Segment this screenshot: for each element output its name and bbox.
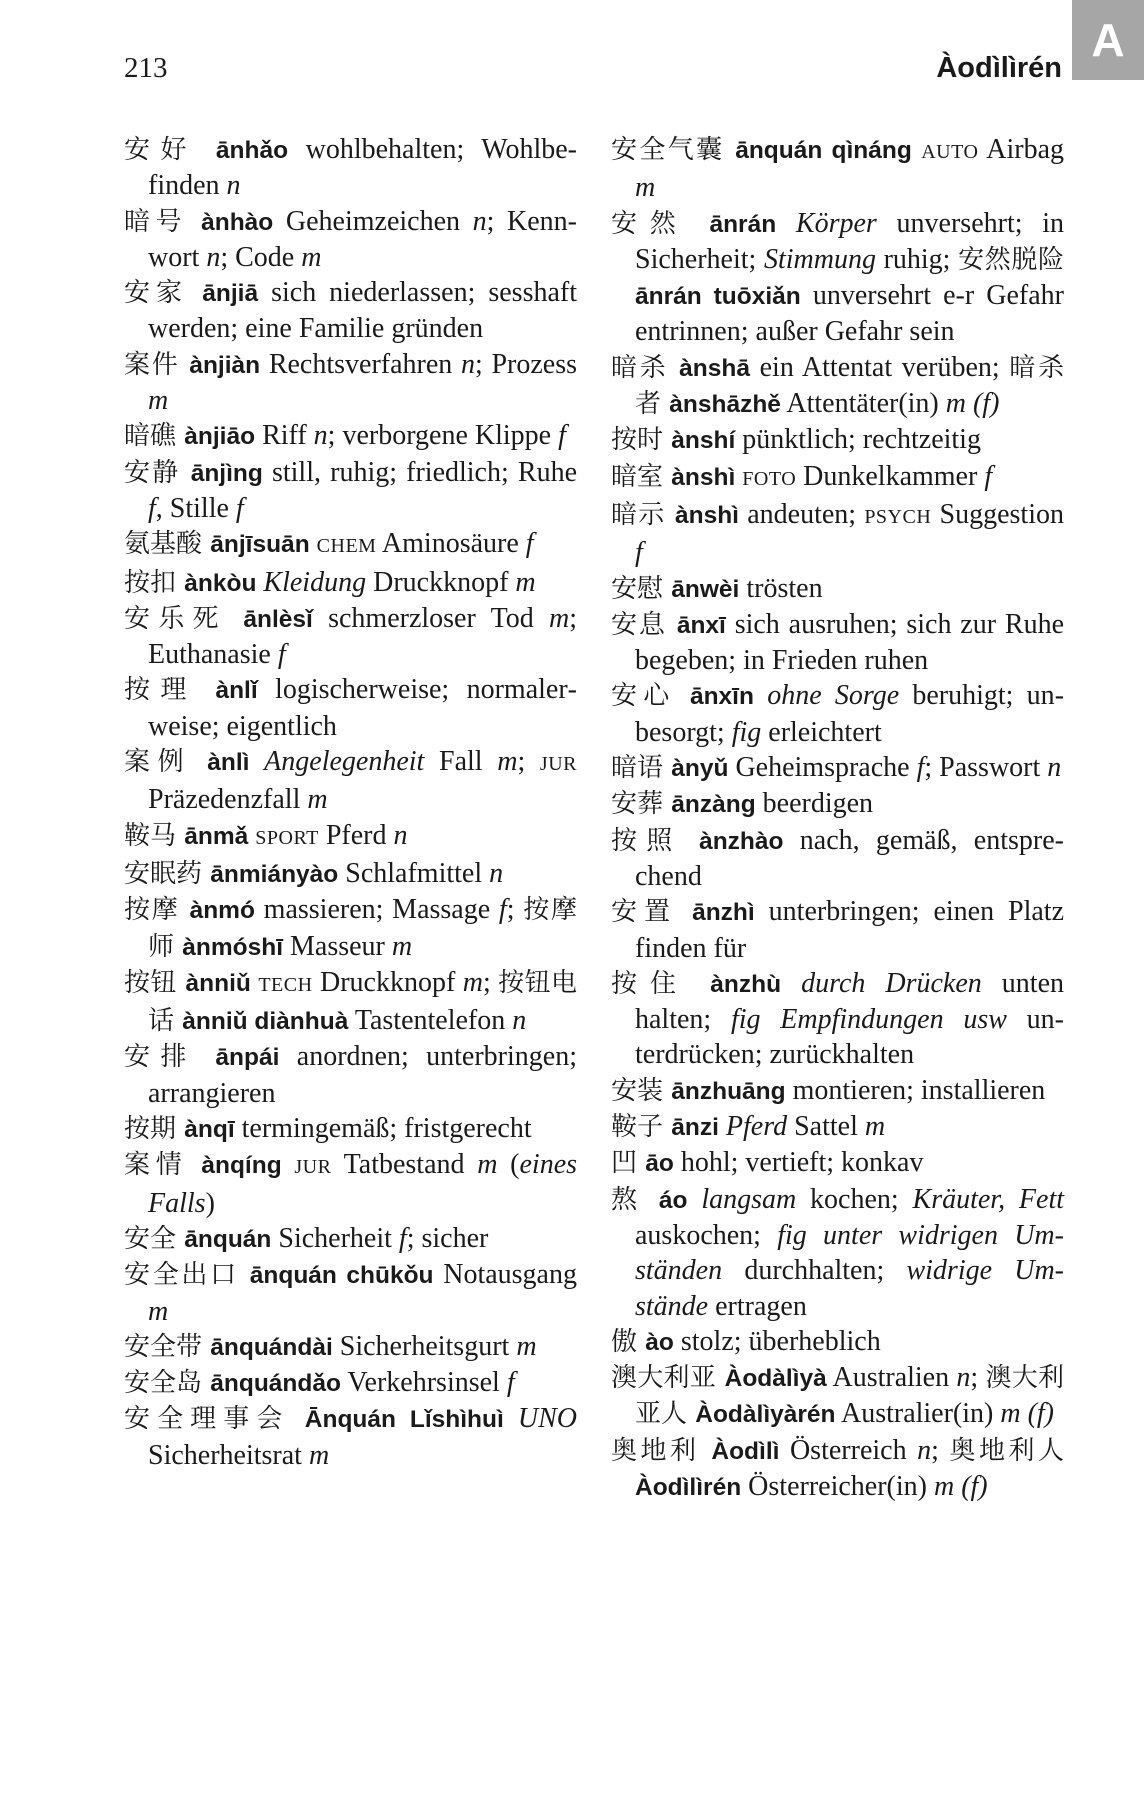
dictionary-entry bbox=[611, 1360, 1064, 1433]
headword-hanzi: 按住 bbox=[611, 968, 711, 999]
dictionary-entry bbox=[611, 678, 1064, 750]
headword-hanzi: 按理 bbox=[124, 675, 216, 706]
dictionary-entry bbox=[611, 206, 1064, 350]
definition-text: ; sicher bbox=[406, 1222, 489, 1254]
grammar-italic: n bbox=[1047, 752, 1062, 784]
right-column bbox=[611, 132, 1064, 1505]
grammar-italic: f bbox=[148, 492, 156, 524]
definition-text: andeuten; bbox=[738, 498, 865, 530]
headword-pinyin: ànlǐ bbox=[215, 677, 258, 705]
headword-pinyin: ānjiā bbox=[202, 280, 259, 308]
definition-text: ; bbox=[482, 966, 499, 998]
headword-hanzi: 暗杀 bbox=[611, 352, 680, 383]
grammar-italic: Kräuter, Fett bbox=[912, 1183, 1064, 1215]
headword-hanzi: 安全出口 bbox=[124, 1260, 250, 1291]
dictionary-entry bbox=[124, 1221, 577, 1257]
headword-pinyin: ànshì bbox=[674, 501, 739, 529]
dictionary-entry bbox=[124, 1111, 577, 1147]
headword-hanzi: 暗杀者 bbox=[635, 352, 1064, 420]
dictionary-entry bbox=[611, 497, 1064, 571]
headword-hanzi: 安眠药 bbox=[124, 858, 211, 889]
definition-text: Attentäter(in) bbox=[780, 388, 946, 420]
grammar-italic: n bbox=[512, 1005, 527, 1037]
definition-text: unversehrt; in Sicherheit; bbox=[635, 207, 1065, 275]
dictionary-entry bbox=[124, 565, 577, 601]
definition-text: auskochen; bbox=[635, 1219, 778, 1251]
grammar-italic: f bbox=[506, 1367, 515, 1399]
dictionary-entry bbox=[611, 422, 1064, 458]
headword-pinyin: ānquán chūkǒu bbox=[249, 1262, 434, 1290]
grammar-italic: n bbox=[393, 819, 408, 851]
grammar-italic: m bbox=[477, 1149, 498, 1181]
grammar-italic: Pferd bbox=[725, 1111, 788, 1143]
grammar-italic: fig unter widrigen Umständen bbox=[635, 1219, 1064, 1287]
definition-text: beerdigen bbox=[755, 788, 874, 820]
headword-hanzi: 暗示 bbox=[611, 499, 675, 530]
headword-hanzi: 案情 bbox=[124, 1150, 202, 1181]
headword-pinyin: ànhào bbox=[201, 208, 274, 236]
headword-pinyin: ànqíng bbox=[201, 1152, 282, 1180]
definition-text: Suggestion bbox=[931, 498, 1064, 530]
headword-pinyin: ānquándǎo bbox=[210, 1370, 341, 1398]
grammar-italic: n bbox=[956, 1362, 971, 1394]
headword-pinyin: Àodàlìyàrén bbox=[695, 1401, 836, 1429]
definition-text bbox=[310, 528, 317, 559]
dictionary-entry bbox=[611, 350, 1064, 423]
dictionary-entry bbox=[124, 1147, 577, 1221]
headword-hanzi: 安慰 bbox=[611, 573, 672, 604]
dictionary-entry bbox=[611, 1433, 1064, 1506]
dictionary-entry bbox=[124, 744, 577, 818]
headword-hanzi: 安乐死 bbox=[124, 603, 244, 634]
definition-text: unversehrt e-r Gefahr entrinnen; außer Gefahr sein bbox=[635, 280, 1064, 348]
subject-label: PSYCH bbox=[864, 505, 932, 528]
grammar-italic: f bbox=[235, 492, 244, 524]
headword-hanzi: 凹 bbox=[611, 1148, 646, 1179]
headword-pinyin: ào bbox=[645, 1328, 674, 1356]
definition-text: Sicherheitsgurt bbox=[332, 1330, 517, 1362]
definition-text: unterdrücken; zurückhalten bbox=[635, 1004, 1064, 1071]
headword-pinyin: ānmǎ bbox=[184, 822, 249, 850]
definition-text: Pferd bbox=[318, 819, 394, 851]
headword-hanzi: 安葬 bbox=[611, 789, 672, 820]
headword-pinyin: ānwèi bbox=[671, 575, 740, 603]
dictionary-entry bbox=[611, 132, 1064, 206]
definition-text bbox=[282, 1149, 295, 1180]
headword-hanzi: 奥地利人 bbox=[949, 1435, 1065, 1466]
dictionary-entry bbox=[124, 455, 577, 527]
headword-pinyin: ānlèsǐ bbox=[243, 605, 313, 633]
headword-hanzi: 安好 bbox=[124, 135, 216, 165]
definition-text: Verkehrsinsel bbox=[340, 1367, 507, 1399]
thumb-index-tab: A bbox=[1072, 0, 1144, 80]
definition-text: ; bbox=[970, 1362, 986, 1394]
headword-pinyin: ànyǔ bbox=[671, 755, 729, 783]
headword-pinyin: ānpái bbox=[215, 1044, 280, 1072]
definition-text: Airbag bbox=[978, 134, 1065, 165]
definition-text: pünktlich; rechtzeitig bbox=[735, 424, 981, 456]
dictionary-entry bbox=[611, 966, 1064, 1073]
definition-text: durchhalten; bbox=[722, 1255, 907, 1287]
dictionary-entry bbox=[611, 1109, 1064, 1145]
headword-hanzi: 案件 bbox=[124, 349, 190, 380]
grammar-italic: durch Drücken bbox=[801, 967, 982, 999]
definition-text: massieren; Massage bbox=[254, 894, 499, 926]
dictionary-entry bbox=[611, 750, 1064, 786]
definition-text: Sicherheit bbox=[271, 1222, 399, 1254]
grammar-italic: fig bbox=[731, 716, 762, 748]
definition-text: beruhigt; unbesorgt; bbox=[635, 680, 1065, 748]
grammar-italic: m bbox=[516, 1330, 537, 1362]
headword-hanzi: 暗室 bbox=[611, 461, 672, 492]
dictionary-entry bbox=[611, 894, 1064, 966]
dictionary-entry bbox=[124, 965, 577, 1040]
definition-text: ( bbox=[497, 1149, 520, 1181]
headword-pinyin: ànmóshī bbox=[182, 933, 284, 961]
headword-hanzi: 安家 bbox=[124, 278, 203, 309]
grammar-italic: fig Empfindungen usw bbox=[730, 1004, 1007, 1036]
dictionary-entry bbox=[124, 818, 577, 856]
headword-hanzi: 澳大利亚 bbox=[611, 1363, 725, 1394]
definition-text: ; bbox=[931, 1434, 950, 1466]
definition-text: Aminosäure bbox=[376, 528, 526, 560]
headword-hanzi: 安心 bbox=[611, 681, 690, 712]
definition-text bbox=[912, 134, 921, 165]
dictionary-entry bbox=[124, 526, 577, 564]
grammar-italic: eines Falls bbox=[148, 1149, 578, 1219]
page-number: 213 bbox=[124, 52, 168, 84]
headword-pinyin: ānrán bbox=[709, 210, 777, 238]
definition-text: Sicherheitsrat bbox=[148, 1439, 309, 1471]
grammar-italic: m (f) bbox=[1000, 1398, 1055, 1430]
definition-text: Druckknopf bbox=[366, 566, 516, 598]
grammar-italic: langsam bbox=[701, 1183, 797, 1215]
headword-hanzi: 傲 bbox=[611, 1326, 646, 1357]
headword-pinyin: ānquán qìnáng bbox=[735, 137, 912, 164]
grammar-italic: m bbox=[635, 172, 656, 204]
headword-pinyin: Àodàlìyà bbox=[724, 1365, 827, 1393]
definition-text: Australien bbox=[826, 1362, 957, 1394]
subject-label: SPORT bbox=[255, 826, 319, 849]
headword-pinyin: ànshì bbox=[671, 463, 736, 491]
grammar-italic: m bbox=[549, 602, 570, 634]
definition-text: , Stille bbox=[155, 492, 236, 524]
grammar-italic: Stimmung bbox=[763, 243, 876, 275]
headword-hanzi: 按钮 bbox=[124, 967, 186, 998]
definition-text: Dunkelkammer bbox=[796, 460, 985, 492]
definition-text: Sattel bbox=[787, 1111, 865, 1143]
dictionary-entry bbox=[124, 204, 577, 276]
headword-hanzi: 氨基酸 bbox=[124, 529, 211, 560]
dictionary-entry bbox=[124, 132, 577, 204]
definition-text bbox=[781, 968, 801, 999]
dictionary-entry bbox=[124, 892, 577, 965]
grammar-italic: f bbox=[635, 537, 643, 569]
dictionary-entry bbox=[611, 1145, 1064, 1181]
headword-pinyin: ànniǔ diànhuà bbox=[182, 1008, 349, 1036]
grammar-italic: n bbox=[206, 241, 221, 273]
headword-pinyin: ānzàng bbox=[671, 791, 756, 819]
subject-label: FOTO bbox=[742, 467, 797, 490]
headword-hanzi: 安息 bbox=[611, 609, 677, 640]
headword-pinyin: ànjiāo bbox=[184, 423, 256, 451]
headword-hanzi: 案例 bbox=[124, 747, 208, 778]
definition-text: stolz; überheblich bbox=[673, 1325, 881, 1357]
headword-pinyin: ànzhù bbox=[710, 970, 782, 998]
definition-text: logischerweise; normalerweise; eigentlich bbox=[148, 674, 577, 742]
headword-pinyin: ànjiàn bbox=[189, 351, 261, 379]
definition-text: ; Passwort bbox=[924, 752, 1048, 784]
headword-hanzi: 按照 bbox=[611, 825, 700, 856]
headword-hanzi: 澳大利亚人 bbox=[635, 1363, 1064, 1430]
definition-text: ; verborgene Klippe bbox=[327, 420, 559, 452]
grammar-italic: Körper bbox=[795, 207, 877, 239]
definition-text: ; Prozess bbox=[474, 348, 577, 380]
definition-text: Tatbestand bbox=[331, 1149, 478, 1181]
definition-text: Geheimzeichen bbox=[273, 205, 473, 237]
headword-pinyin: ànkòu bbox=[184, 569, 257, 597]
grammar-italic: f bbox=[916, 752, 925, 784]
subject-label: CHEM bbox=[316, 535, 377, 558]
definition-text: ; bbox=[506, 894, 524, 926]
definition-text: ein Attentat verüben; bbox=[749, 351, 1010, 383]
grammar-italic: m bbox=[148, 1295, 169, 1327]
grammar-italic: UNO bbox=[517, 1403, 578, 1435]
headword-hanzi: 按扣 bbox=[124, 567, 185, 598]
headword-hanzi: 安全 bbox=[124, 1223, 185, 1254]
headword-pinyin: ànzhào bbox=[699, 827, 784, 855]
subject-label: JUR bbox=[294, 1156, 332, 1179]
definition-text: ; Kennwort bbox=[148, 205, 577, 273]
headword-pinyin: Àodìlì bbox=[711, 1437, 780, 1465]
headword-hanzi: 按钮电话 bbox=[148, 967, 578, 1037]
grammar-italic: m bbox=[462, 966, 483, 998]
headword-pinyin: ànshā bbox=[679, 354, 750, 382]
headword-hanzi: 鞍马 bbox=[124, 820, 185, 851]
headword-pinyin: ānrán tuōxiǎn bbox=[635, 283, 801, 311]
grammar-italic: m bbox=[308, 1439, 330, 1471]
subject-label: AUTO bbox=[921, 141, 979, 163]
definition-text: erleichtert bbox=[761, 716, 882, 748]
definition-text: schmerzloser Tod bbox=[312, 602, 549, 634]
headword-pinyin: ānxī bbox=[676, 611, 726, 639]
grammar-italic: m bbox=[497, 746, 518, 778]
definition-text: sich niederlassen; sesshaft werden; eine Familie gründen bbox=[148, 277, 577, 345]
headword-hanzi: 安静 bbox=[124, 457, 191, 488]
definition-text: kochen; bbox=[796, 1183, 913, 1215]
headword-pinyin: ànqī bbox=[184, 1116, 235, 1144]
headword-hanzi: 安全岛 bbox=[124, 1368, 211, 1399]
headword-hanzi: 安装 bbox=[611, 1075, 672, 1106]
definition-text: trösten bbox=[739, 572, 823, 604]
grammar-italic: m bbox=[391, 930, 413, 962]
grammar-italic: f bbox=[277, 639, 286, 671]
definition-text: Österreicher(in) bbox=[741, 1470, 934, 1502]
headword-pinyin: ānzi bbox=[671, 1114, 719, 1142]
grammar-italic: m bbox=[148, 385, 169, 417]
headword-hanzi: 安置 bbox=[611, 897, 693, 928]
grammar-italic: Kleidung bbox=[263, 566, 367, 598]
grammar-italic: m bbox=[515, 566, 536, 598]
headword-hanzi: 暗号 bbox=[124, 206, 202, 237]
headword-hanzi: 按时 bbox=[611, 425, 672, 456]
grammar-italic: n bbox=[917, 1434, 932, 1466]
headword-hanzi: 安排 bbox=[124, 1042, 216, 1073]
headword-pinyin: ànniǔ bbox=[185, 969, 251, 997]
headword-pinyin: ànshí bbox=[671, 427, 736, 455]
definition-text: nach, gemäß, entsprechend bbox=[635, 824, 1064, 892]
headword-pinyin: ānmiányào bbox=[210, 860, 339, 888]
grammar-italic: m bbox=[307, 784, 328, 816]
headword-hanzi: 安然脱险 bbox=[958, 244, 1064, 275]
headword-hanzi: 暗语 bbox=[611, 753, 672, 784]
dictionary-entry bbox=[124, 1257, 577, 1329]
dictionary-entry bbox=[611, 607, 1064, 679]
headword-pinyin: ānquándài bbox=[210, 1333, 333, 1361]
definition-text: unterbringen; einen Platz finden für bbox=[635, 896, 1065, 964]
definition-text: Geheimsprache bbox=[728, 752, 917, 784]
dictionary-entry bbox=[611, 571, 1064, 607]
grammar-italic: Angelegenheit bbox=[264, 746, 425, 778]
running-head: Àodìlìrén bbox=[936, 52, 1062, 84]
definition-text: hohl; vertieft; konkav bbox=[673, 1147, 924, 1179]
headword-pinyin: Àodìlìrén bbox=[635, 1473, 742, 1501]
definition-text bbox=[250, 746, 265, 777]
headword-pinyin: Ānquán Lǐshìhuì bbox=[304, 1406, 504, 1434]
headword-hanzi: 安全理事会 bbox=[124, 1404, 305, 1435]
headword-hanzi: 按摩 bbox=[124, 895, 190, 926]
definition-text: ; Euthanasie bbox=[148, 602, 578, 671]
definition-text bbox=[719, 1111, 726, 1142]
definition-text: ertragen bbox=[708, 1290, 807, 1322]
headword-hanzi: 按摩师 bbox=[148, 895, 577, 962]
subject-label: TECH bbox=[258, 973, 313, 996]
dictionary-entry bbox=[611, 1182, 1064, 1324]
dictionary-entry bbox=[611, 823, 1064, 895]
dictionary-entry bbox=[124, 1365, 577, 1401]
definition-text bbox=[504, 1403, 518, 1434]
definition-text: Tastentelefon bbox=[348, 1005, 513, 1037]
definition-text: ; Code bbox=[220, 241, 302, 273]
dictionary-entry bbox=[124, 1039, 577, 1111]
subject-label: JUR bbox=[539, 753, 577, 776]
grammar-italic: n bbox=[472, 205, 487, 237]
headword-pinyin: ānzhì bbox=[692, 899, 755, 927]
grammar-italic: widrige Umstände bbox=[635, 1255, 1064, 1322]
grammar-italic: m bbox=[864, 1111, 886, 1143]
definition-text: Schlafmittel bbox=[338, 857, 490, 889]
grammar-italic: n bbox=[489, 857, 504, 889]
headword-pinyin: ānhǎo bbox=[215, 137, 289, 164]
headword-hanzi: 安全气囊 bbox=[611, 135, 736, 165]
grammar-italic: n bbox=[313, 420, 328, 452]
dictionary-entry bbox=[124, 347, 577, 419]
grammar-italic: m (f) bbox=[933, 1470, 988, 1502]
definition-text: Australier(in) bbox=[835, 1398, 1001, 1430]
headword-pinyin: ànshāzhě bbox=[669, 391, 781, 419]
definition-text: ) bbox=[205, 1187, 215, 1219]
definition-text: unten halten; bbox=[635, 967, 1065, 1036]
headword-hanzi: 熬 bbox=[611, 1184, 659, 1215]
definition-text bbox=[776, 208, 796, 239]
grammar-italic: f bbox=[498, 894, 507, 926]
dictionary-entry bbox=[611, 786, 1064, 822]
definition-text: Österreich bbox=[779, 1434, 918, 1466]
headword-hanzi: 奥地利 bbox=[611, 1435, 712, 1466]
definition-text: wohlbehalten; Wohlbefinden bbox=[148, 134, 577, 202]
dictionary-entry bbox=[124, 856, 577, 892]
definition-text: Notausgang bbox=[433, 1259, 577, 1291]
headword-pinyin: ānjīsuān bbox=[210, 531, 310, 559]
definition-text: Fall bbox=[424, 746, 498, 778]
grammar-italic: n bbox=[226, 170, 241, 202]
headword-hanzi: 鞍子 bbox=[611, 1112, 672, 1143]
headword-pinyin: ānjìng bbox=[190, 459, 263, 487]
definition-text bbox=[688, 1184, 702, 1215]
dictionary-entry bbox=[124, 1329, 577, 1365]
grammar-italic: m (f) bbox=[945, 388, 1000, 420]
definition-text: still, ruhig; friedlich; Ruhe bbox=[262, 456, 578, 488]
dictionary-entry bbox=[611, 459, 1064, 497]
dictionary-entry bbox=[611, 1073, 1064, 1109]
definition-text: ; bbox=[517, 746, 540, 778]
headword-pinyin: ānzhuāng bbox=[671, 1077, 786, 1105]
grammar-italic: m bbox=[301, 241, 322, 273]
definition-text: termingemäß; fristgerecht bbox=[234, 1113, 532, 1145]
grammar-italic: f bbox=[398, 1222, 407, 1254]
definition-text: anordnen; unterbringen; arrangieren bbox=[148, 1041, 577, 1109]
grammar-italic: f bbox=[984, 460, 993, 492]
left-column bbox=[124, 132, 577, 1473]
grammar-italic: f bbox=[558, 420, 566, 452]
headword-hanzi: 暗礁 bbox=[124, 421, 185, 452]
dictionary-entry bbox=[124, 672, 577, 744]
headword-pinyin: ànmó bbox=[189, 897, 255, 925]
grammar-italic: f bbox=[525, 528, 534, 560]
grammar-italic: n bbox=[460, 348, 475, 380]
headword-hanzi: 按期 bbox=[124, 1114, 185, 1145]
dictionary-entry bbox=[124, 601, 577, 673]
definition-text: Rechtsverfahren bbox=[260, 348, 461, 380]
definition-text bbox=[754, 680, 767, 711]
dictionary-entry bbox=[611, 1324, 1064, 1360]
definition-text: ruhig; bbox=[875, 243, 959, 275]
headword-pinyin: ānquán bbox=[184, 1225, 272, 1253]
dictionary-entry bbox=[124, 275, 577, 347]
definition-text: Präzedenzfall bbox=[148, 784, 308, 816]
headword-pinyin: āo bbox=[645, 1150, 674, 1178]
headword-pinyin: ànlì bbox=[207, 749, 250, 777]
definition-text: sich ausruhen; sich zur Ruhe begeben; in Frieden ruhen bbox=[635, 608, 1064, 677]
headword-hanzi: 安全带 bbox=[124, 1331, 211, 1362]
grammar-italic: ohne Sorge bbox=[767, 680, 900, 712]
definition-text: Masseur bbox=[283, 930, 392, 962]
definition-text: Riff bbox=[255, 420, 314, 452]
headword-pinyin: ānxīn bbox=[689, 683, 754, 711]
definition-text: Druckknopf bbox=[312, 966, 463, 998]
dictionary-entry bbox=[124, 1401, 577, 1473]
headword-hanzi: 安然 bbox=[611, 208, 710, 239]
dictionary-entry bbox=[124, 418, 577, 454]
headword-pinyin: áo bbox=[658, 1186, 688, 1214]
definition-text: montieren; installieren bbox=[785, 1074, 1046, 1106]
